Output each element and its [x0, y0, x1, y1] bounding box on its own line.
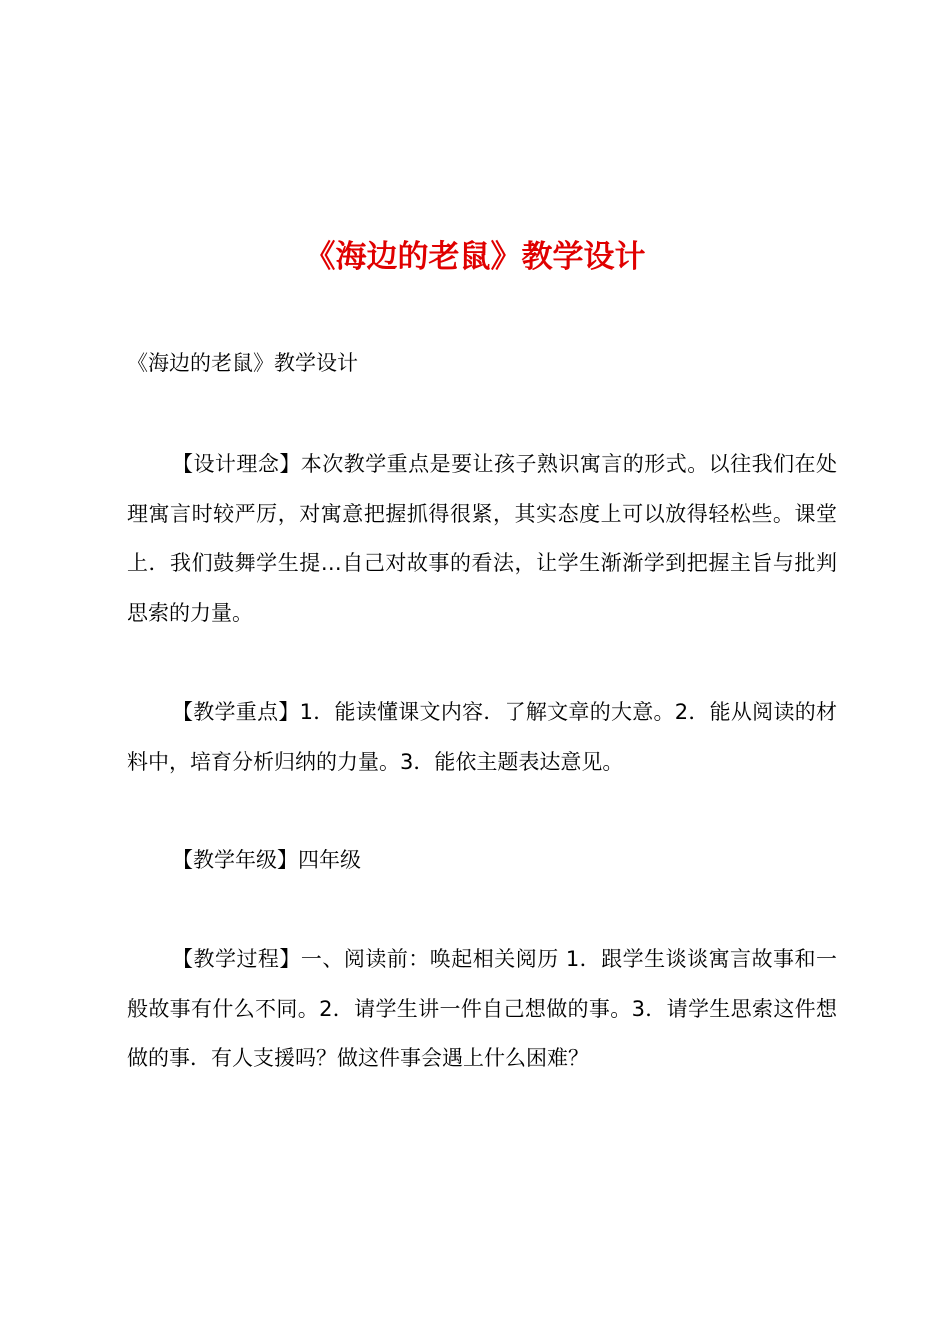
document-subtitle: 《海边的老鼠》教学设计: [127, 351, 358, 375]
paragraph-teaching-focus: 【教学重点】1．能读懂课文内容．了解文章的大意。2．能从阅读的材料中，培育分析归纳的力量。3．能依主题表达意见。: [127, 700, 837, 774]
paragraph-teaching-grade: 【教学年级】四年级: [172, 848, 361, 872]
paragraph-teaching-process: 【教学过程】一、阅读前：唤起相关阅历 1．跟学生谈谈寓言故事和一般故事有什么不同。2．请学生讲一件自己想做的事。3．请学生思索这件想做的事．有人支援吗？做这件事会遇上什么困难？: [127, 947, 837, 1070]
paragraph-design-concept: 【设计理念】本次教学重点是要让孩子熟识寓言的形式。以往我们在处理寓言时较严厉，对寓意把握抓得很紧，其实态度上可以放得轻松些。课堂上．我们鼓舞学生提…自己对故事的看法，让学生渐渐学到把握主旨与批判思索的力量。: [127, 452, 837, 625]
document-title: 《海边的老鼠》教学设计: [304, 238, 646, 275]
